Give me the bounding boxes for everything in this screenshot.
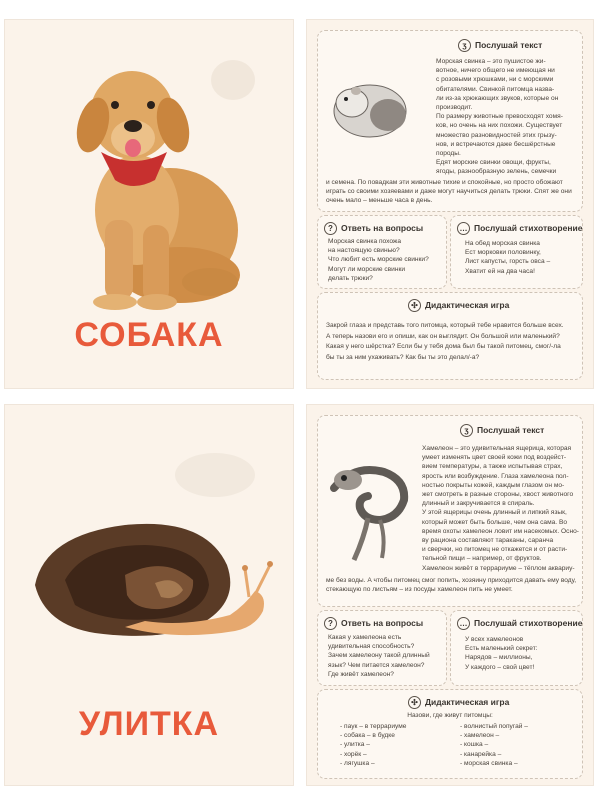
text-line: Есть маленький секрет: bbox=[465, 645, 538, 653]
text-line: обитателями. Свинкой питомца назва- bbox=[436, 85, 555, 93]
ear-icon: ʒ bbox=[460, 424, 473, 437]
text-line: Могут ли морские свинки bbox=[328, 265, 406, 273]
text-line: По размеру животные превосходят хомя- bbox=[436, 113, 563, 121]
game-list-left bbox=[340, 722, 450, 768]
dog-word: СОБАКА bbox=[74, 316, 224, 354]
chameleon-image bbox=[324, 448, 414, 566]
text-line: На обед морская свинка bbox=[465, 240, 540, 247]
listen-text-full bbox=[326, 576, 580, 594]
dog-card bbox=[5, 20, 293, 388]
text-line: Лист капусты, горсть овса – bbox=[465, 258, 551, 266]
text-line: Зачем хамелеону такой длинный bbox=[328, 652, 430, 660]
listen-title-label: Послушай текст bbox=[477, 424, 545, 435]
questions-title bbox=[324, 222, 423, 235]
text-line: ву рациона составляют тараканы, саранча bbox=[422, 537, 554, 545]
game-panel bbox=[317, 292, 583, 380]
list-item: - собака – в будке bbox=[340, 732, 395, 740]
snail-card bbox=[5, 405, 293, 785]
list-item: - волнистый попугай – bbox=[460, 723, 528, 730]
snail-photo bbox=[5, 405, 293, 705]
questions-text bbox=[328, 237, 446, 283]
text-line: Хамелеон живёт в террариуме – тёплом аквариу- bbox=[422, 564, 575, 572]
questions-title bbox=[324, 617, 423, 630]
text-line: тельной пищи – например, от фруктов. bbox=[422, 555, 542, 563]
text-line: делать трюки? bbox=[328, 274, 373, 282]
game-panel bbox=[317, 689, 583, 779]
text-line: У всех хамелеонов bbox=[465, 636, 524, 643]
text-line: ярость или возбуждение. Глаза хамелеона пол- bbox=[422, 472, 569, 480]
text-line: стекающую по листьям – из посуды хамелеон пить не умеет. bbox=[326, 586, 513, 594]
listen-title bbox=[458, 39, 542, 52]
text-line: Хватит ей на два часа! bbox=[465, 267, 535, 275]
questions-text bbox=[328, 633, 446, 679]
question-icon: ? bbox=[324, 617, 337, 630]
list-item: - улитка – bbox=[340, 741, 370, 749]
text-line: умеет изменять цвет своей кожи под воздейст- bbox=[422, 454, 567, 462]
text-line: производит. bbox=[436, 104, 473, 112]
puzzle-icon: ✣ bbox=[408, 299, 421, 312]
dog-photo bbox=[5, 20, 293, 320]
text-line: играть со своими хозяевами и даже могут научиться делать трюки. Спят же они bbox=[326, 188, 572, 196]
questions-title-label: Ответь на вопросы bbox=[341, 617, 424, 628]
text-line: нов, и встречаются даже бесшёрстные bbox=[436, 140, 556, 148]
poem-text bbox=[465, 635, 580, 672]
game-title-label: Дидактическая игра bbox=[425, 696, 510, 707]
text-line: Закрой глаза и представь того питомца, который тебе нравится больше всех. bbox=[326, 322, 564, 329]
poem-panel bbox=[450, 215, 583, 289]
poem-title-label: Послушай стихотворение bbox=[474, 617, 583, 628]
listen-text bbox=[436, 57, 580, 177]
text-line: жет смотреть в разные стороны, хвост животного bbox=[422, 491, 574, 499]
listen-title bbox=[460, 424, 544, 437]
text-line: ностью покрыты кожей, каждым глазом он мо- bbox=[422, 481, 565, 489]
list-item: - кошка – bbox=[460, 741, 489, 749]
text-line: А теперь назови его и опиши, как он выглядит. Он большой или маленький? bbox=[326, 332, 560, 340]
text-line: бы ты за ним ухаживать? Как бы ты это делал/-а? bbox=[326, 353, 480, 361]
speech-bubble-icon: … bbox=[457, 617, 470, 630]
text-line: вотное, ничего общего не имеющая ни bbox=[436, 67, 555, 75]
game-title bbox=[408, 299, 509, 312]
text-line: ли из-за хрюкающих звуков, которые он bbox=[436, 94, 559, 102]
text-line: Хамелеон – это удивительная ящерица, которая bbox=[422, 445, 572, 452]
text-line: ягоды, разнообразную зелень, семечки bbox=[436, 168, 557, 176]
text-line: Морская свинка – это пушистое жи- bbox=[436, 58, 546, 65]
guinea-pig-info-card bbox=[307, 20, 593, 388]
listen-text-panel bbox=[317, 415, 583, 607]
text-line: длинный и закручивается в спираль. bbox=[422, 500, 535, 508]
text-line: удивительная способность? bbox=[328, 643, 415, 651]
listen-text bbox=[422, 444, 580, 573]
list-item: - хорёк – bbox=[340, 750, 367, 758]
text-line: на настоящую свинью? bbox=[328, 247, 400, 255]
listen-text-full bbox=[326, 178, 576, 206]
list-item: - лягушка – bbox=[340, 759, 375, 767]
chameleon-info-card bbox=[307, 405, 593, 785]
questions-title-label: Ответь на вопросы bbox=[341, 222, 424, 233]
poem-panel bbox=[450, 610, 583, 686]
text-line: с розовыми хрюшками, ни с морскими bbox=[436, 76, 554, 84]
text-line: вием температуры, а также испытывая страх, bbox=[422, 463, 563, 471]
list-item: - морская свинка – bbox=[460, 759, 518, 767]
text-line: У этой ящерицы очень длинный и липкий язык, bbox=[422, 509, 567, 517]
game-text bbox=[326, 321, 578, 363]
text-line: Нарядов – миллионы, bbox=[465, 654, 533, 662]
text-line: и сверчки, но питомец не откажется и от расти- bbox=[422, 546, 568, 554]
ear-icon: ʒ bbox=[458, 39, 471, 52]
speech-bubble-icon: … bbox=[457, 222, 470, 235]
poem-title bbox=[457, 222, 582, 235]
text-line: Морская свинка похожа bbox=[328, 238, 402, 245]
text-line: породы. bbox=[436, 150, 461, 158]
poem-title bbox=[457, 617, 582, 630]
poem-title-label: Послушай стихотворение bbox=[474, 222, 583, 233]
text-line: Едят морские свинки овощи, фрукты, bbox=[436, 159, 551, 167]
listen-title-label: Послушай текст bbox=[475, 39, 543, 50]
listen-text-panel bbox=[317, 30, 583, 212]
text-line: множество разновидностей этих грызу- bbox=[436, 131, 557, 139]
guinea-pig-image bbox=[326, 63, 410, 147]
list-item: - хамелеон – bbox=[460, 732, 500, 740]
game-title-label: Дидактическая игра bbox=[425, 299, 510, 310]
text-line: который может быть больше, чем она сама. Во bbox=[422, 518, 568, 526]
text-line: Где живёт хамелеон? bbox=[328, 670, 394, 678]
text-line: ме без воды. А чтобы питомец смог попить, хозяину приходится давать ему воду, bbox=[326, 577, 577, 584]
snail-word: УЛИТКА bbox=[78, 705, 220, 743]
questions-panel bbox=[317, 610, 447, 686]
questions-panel bbox=[317, 215, 447, 289]
text-line: Какая у хамелеона есть bbox=[328, 634, 402, 641]
text-line: язык? Чем питается хамелеон? bbox=[328, 661, 425, 669]
text-line: Что любит есть морские свинки? bbox=[328, 256, 429, 264]
text-line: Какая у него шёрстка? Если бы у тебя дома был бы такой питомец, смог/-ла bbox=[326, 343, 561, 350]
text-line: очень мало – меньше часа в день. bbox=[326, 197, 433, 205]
text-line: и семена. По повадкам эти животные тихие и спокойные, но просто обожают bbox=[326, 179, 563, 186]
list-item: - паук – в террариуме bbox=[340, 723, 407, 730]
text-line: У каждого – свой цвет! bbox=[465, 663, 535, 671]
text-line: ков, но очень на них похожи. Существует bbox=[436, 122, 563, 130]
list-item: - канарейка – bbox=[460, 750, 502, 758]
game-intro: Назови, где живут питомцы: bbox=[407, 712, 493, 719]
puzzle-icon: ✣ bbox=[408, 696, 421, 709]
question-icon: ? bbox=[324, 222, 337, 235]
text-line: Ест морковки половинку, bbox=[465, 249, 541, 257]
poem-text bbox=[465, 239, 580, 276]
game-title bbox=[408, 696, 509, 709]
text-line: время охоты хамелеон ловит им насекомых. Осно- bbox=[422, 527, 579, 535]
game-list-right bbox=[460, 722, 580, 768]
